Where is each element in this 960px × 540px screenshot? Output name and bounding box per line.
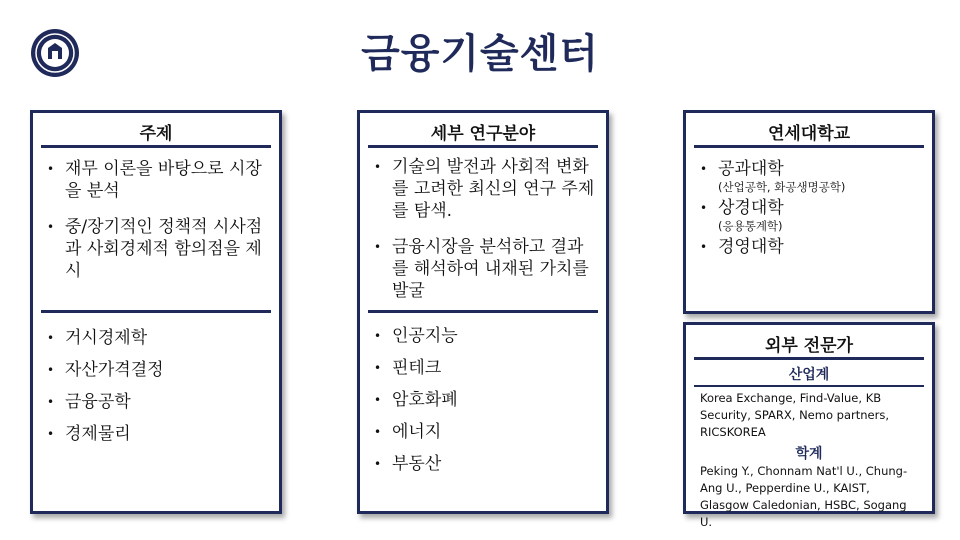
field-list: [33, 313, 279, 445]
research-desc-list: [360, 148, 606, 310]
list-item: • 자산가격결정: [33, 359, 279, 381]
college-name: 경영대학: [718, 237, 784, 257]
list-item: • 기술의 발전과 사회적 변화를 고려한 최신의 연구 주제를 탐색.: [360, 156, 606, 222]
list-item: • 금융공학: [33, 391, 279, 413]
research-area-heading: 세부 연구분야: [430, 124, 536, 144]
academia-partners: Peking Y., Chonnam Nat'l U., Chung-Ang U., Pepperdine U., KAIST, Glasgow Caledonian, HSBC, Sogang U.: [700, 464, 908, 529]
college-name: 상경대학: [718, 198, 784, 218]
list-item: • 에너지: [360, 421, 606, 443]
list-item: • 재무 이론을 바탕으로 시장을 분석: [33, 158, 279, 202]
list-item: • 거시경제학: [33, 327, 279, 349]
list-item: • 인공지능: [360, 325, 606, 347]
external-experts-heading: 외부 전문가: [764, 336, 854, 356]
list-item: [686, 197, 932, 234]
research-field-list: [360, 313, 606, 475]
college-dept-note: (산업공학, 화공생명공학): [718, 180, 846, 194]
topic-heading: 주제: [139, 124, 173, 144]
divider: [694, 385, 924, 387]
industry-label: 산업계: [788, 367, 830, 383]
college-dept-note: (응용통계학): [718, 219, 783, 233]
external-experts-panel: [683, 322, 935, 529]
list-item: [686, 236, 932, 258]
list-item: [686, 158, 932, 195]
list-item: • 부동산: [360, 453, 606, 475]
list-item: • 금융시장을 분석하고 결과를 해석하여 내재된 가치를 발굴: [360, 236, 606, 302]
list-item: • 중/장기적인 정책적 시사점과 사회경제적 함의점을 제시: [33, 216, 279, 282]
list-item: • 경제물리: [33, 423, 279, 445]
industry-partners: Korea Exchange, Find-Value, KB Security, SPARX, Nemo partners, RICSKOREA: [700, 391, 889, 439]
divider: [694, 357, 924, 360]
topic-list: [33, 148, 279, 310]
list-item: • 핀테크: [360, 357, 606, 379]
college-list: [686, 148, 932, 258]
topic-panel: [30, 110, 282, 514]
research-area-panel: [357, 110, 609, 514]
college-name: 공과대학: [718, 159, 784, 179]
academia-label: 학계: [795, 446, 823, 462]
yonsei-heading: 연세대학교: [767, 124, 851, 144]
yonsei-panel: [683, 110, 935, 314]
page-title: 금융기술센터: [361, 31, 599, 77]
list-item: • 암호화폐: [360, 389, 606, 411]
